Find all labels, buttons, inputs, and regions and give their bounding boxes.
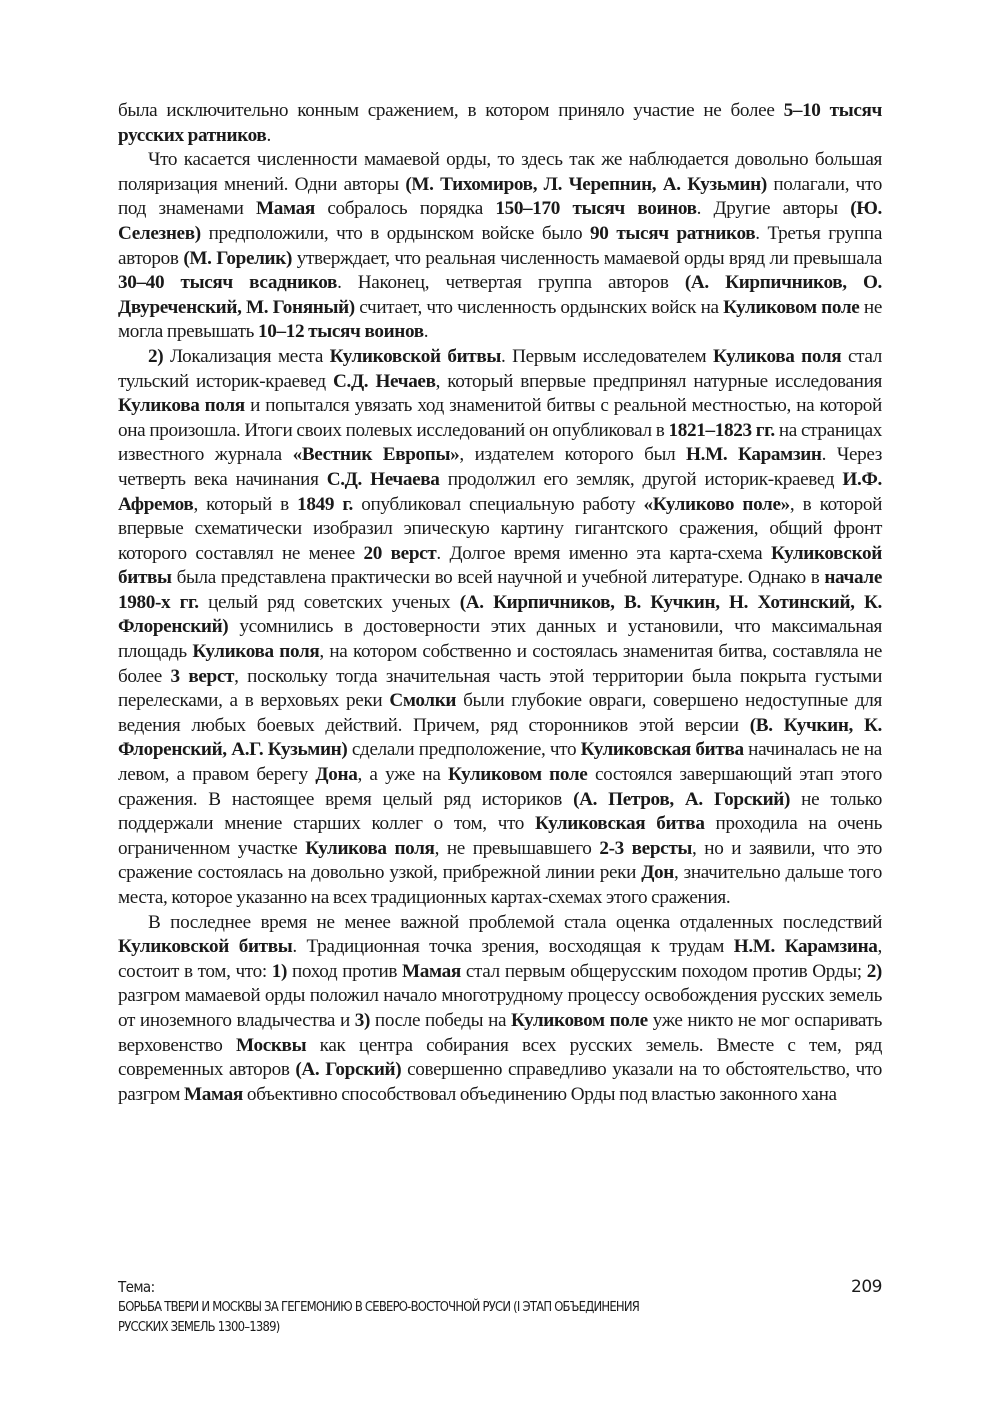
bold-text-run: Мамая <box>402 960 461 982</box>
bold-text-run: 1849 г. <box>297 493 353 515</box>
bold-text-run: Н.М. Карамзин <box>686 444 822 466</box>
text-run: , издателем которого был <box>459 444 687 466</box>
text-run: Локализация места <box>163 345 330 367</box>
bold-text-run: (Ю. Селезнев) <box>118 198 882 244</box>
text-run: . Долгое время именно эта карта-схема <box>436 542 771 564</box>
bold-text-run: 3 верст <box>170 665 235 687</box>
bold-text-run: 20 верст <box>363 542 437 564</box>
text-run: разгром мамаевой орды положил начало многотрудному процессу освобождения русских земель от иноземного владычества и <box>118 985 882 1031</box>
text-run: . Традиционная точка зрения, восходящая к трудам <box>292 936 734 958</box>
paragraph <box>118 911 882 1108</box>
text-run: . Другие авторы <box>696 198 851 220</box>
text-run: В последнее время не менее важной проблемой стала оценка отдаленных последствий <box>148 911 882 933</box>
bold-text-run: 150–170 тысяч воинов <box>495 198 697 220</box>
bold-text-run: Дон <box>641 862 674 884</box>
page-footer <box>118 1277 882 1337</box>
bold-text-run: (М. Тихомиров, Л. Черепнин, А. Кузьмин) <box>405 173 767 195</box>
text-run: . Через четверть века начинания <box>118 444 882 490</box>
text-run: , в которой впервые схематически изобразил эпическую картину гигантского сражения, общий фронт которого составлял не менее <box>118 493 882 564</box>
bold-text-run: С.Д. Нечаева <box>326 468 440 490</box>
text-run: утверждает, что реальная численность мамаевой орды вряд ли превышала <box>292 247 882 269</box>
text-run: были глубокие овраги, совершено недоступные для ведения любых боевых действий. Причем, ряд сторонников этой версии <box>118 690 882 736</box>
bold-text-run: (А. Петров, А. Горский) <box>573 788 791 810</box>
bold-text-run: (М. Горелик) <box>183 247 293 269</box>
bold-text-run: «Куликово поле» <box>643 493 790 515</box>
text-run: стал первым общерусским походом против Орды; <box>460 960 867 982</box>
text-run: уже никто не мог оспаривать верховенство <box>118 1009 882 1056</box>
bold-text-run: Куликовом поле <box>723 296 860 318</box>
bold-text-run: Куликовом поле <box>511 1009 648 1031</box>
text-run: после победы на <box>370 1009 512 1031</box>
bold-text-run: Мамая <box>184 1083 243 1105</box>
bold-text-run: начале 1980-х гг. <box>118 567 882 613</box>
bold-text-run: 1) <box>271 960 288 982</box>
paragraph <box>118 148 882 345</box>
footer-topic-line: РУССКИХ ЗЕМЕЛЬ 1300–1389) <box>118 1319 280 1335</box>
text-run: опубликовал специальную работу <box>352 493 644 515</box>
text-run: не только поддержали мнение старших коллег о том, что <box>118 788 882 835</box>
footer-topic-title <box>118 1297 651 1337</box>
bold-text-run: Куликовская битва <box>580 739 744 761</box>
footer-topic-label: Тема: <box>118 1278 155 1296</box>
bold-text-run: 2-3 версты <box>599 837 693 859</box>
text-run: . <box>423 321 429 343</box>
text-run: , поскольку тогда значительная часть этой территории была покрыта густыми перелесками, а в верховьях реки <box>118 665 882 712</box>
bold-text-run: Куликова поля <box>118 395 245 417</box>
page-body-text <box>118 99 882 1107</box>
bold-text-run: Смолки <box>389 690 457 712</box>
bold-text-run: Дона <box>315 764 358 786</box>
bold-text-run: Н.М. Карамзина <box>733 936 878 958</box>
page-number: 209 <box>851 1277 882 1297</box>
text-run: как центра собирания всех русских земель. Вместе с тем, ряд современных авторов <box>118 1034 882 1081</box>
text-run: . Наконец, четвертая группа авторов <box>337 272 685 294</box>
bold-text-run: 10–12 тысяч воинов <box>257 321 424 343</box>
bold-text-run: (А. Кирпичников, В. Кучкин, Н. Хотинский, К. Флоренский) <box>118 591 882 638</box>
bold-text-run: Куликова поля <box>713 345 842 367</box>
text-run: . Третья группа авторов <box>118 222 882 269</box>
bold-text-run: «Вестник Европы» <box>292 444 460 466</box>
bold-text-run: Куликовской битвы <box>329 345 502 367</box>
text-run: продолжил его земляк, другой историк-краевед <box>439 468 843 490</box>
text-run: , который впервые предпринял натурные исследования <box>435 370 882 392</box>
text-run: стал тульский историк-краевед <box>118 345 882 392</box>
bold-text-run: Мамая <box>256 198 315 220</box>
bold-text-run: С.Д. Нечаев <box>332 370 436 392</box>
text-run: Что касается численности мамаевой орды, то здесь так же наблюдается довольно большая поляризация мнений. Одни авторы <box>118 149 882 195</box>
text-run: усомнились в достоверности этих данных и установили, что максимальная площадь <box>118 616 882 663</box>
bold-text-run: 5–10 тысяч русских ратников <box>118 100 883 146</box>
text-run: , на котором собственно и состоялась знаменитая битва, составляла не более <box>118 641 882 687</box>
text-run: проходила на очень ограниченном участке <box>118 813 882 859</box>
text-run: собралось порядка <box>314 198 496 220</box>
text-run: на страницах известного журнала <box>118 419 882 466</box>
text-run: предположили, что в ордынском войске было <box>200 222 591 244</box>
bold-text-run: 2) <box>866 960 882 982</box>
text-run: целый ряд советских ученых <box>198 591 460 613</box>
bold-text-run: (А. Горский) <box>295 1059 402 1081</box>
text-run: , который в <box>193 493 298 515</box>
bold-text-run: 2) <box>148 345 164 367</box>
bold-text-run: (А. Кирпичников, О. Двуреченский, М. Гоняный) <box>118 272 883 318</box>
text-run: считает, что численность ордынских войск на <box>354 296 724 318</box>
text-run: поход против <box>287 960 403 982</box>
bold-text-run: Куликовская битва <box>535 813 705 835</box>
bold-text-run: Москвы <box>235 1034 307 1056</box>
text-run: . <box>266 124 271 146</box>
text-run: сделали предположение, что <box>347 739 581 761</box>
bold-text-run: Куликова поля <box>192 641 320 663</box>
text-run: не могла превышать <box>118 296 882 343</box>
bold-text-run: Куликова поля <box>305 837 435 859</box>
text-run: полагали, что под знаменами <box>118 173 882 220</box>
text-run: совершенно справедливо указали на то обстоятельство, что разгром <box>118 1059 882 1105</box>
footer-topic-line: БОРЬБА ТВЕРИ И МОСКВЫ ЗА ГЕГЕМОНИЮ В СЕВЕРО-ВОСТОЧНОЙ РУСИ (I ЭТАП ОБЪЕДИНЕНИЯ <box>118 1299 640 1315</box>
bold-text-run: Куликовской битвы <box>118 936 293 958</box>
text-run: . Первым исследователем <box>501 345 714 367</box>
text-run: была представлена практически во всей научной и учебной литературе. Однако в <box>171 567 825 589</box>
text-run: была исключительно конным сражением, в котором приняло участие не более <box>118 100 784 121</box>
paragraph <box>118 99 882 148</box>
text-run: , не превышавшего <box>434 837 600 859</box>
text-run: объективно способствовал объединению Орды под властью законного хана <box>242 1083 837 1105</box>
bold-text-run: 1821–1823 гг. <box>668 419 775 441</box>
bold-text-run: 3) <box>354 1009 371 1031</box>
text-run: состоялся завершающий этап этого сражения. В настоящее время целый ряд историков <box>118 764 882 810</box>
bold-text-run: Куликовской битвы <box>118 542 882 589</box>
bold-text-run: Куликовом поле <box>448 764 588 786</box>
bold-text-run: И.Ф. Афремов <box>118 468 882 515</box>
paragraph <box>118 345 882 911</box>
bold-text-run: 30–40 тысяч всадников <box>118 272 338 294</box>
bold-text-run: (В. Кучкин, К. Флоренский, А.Г. Кузьмин) <box>118 714 882 761</box>
text-run: , состоит в том, что: <box>118 936 882 982</box>
text-run: и попытался увязать ход знаменитой битвы с реальной местностью, на которой она произошла. Итоги своих полевых исследований он опубликовал в <box>118 395 882 441</box>
bold-text-run: 90 тысяч ратников <box>590 222 756 244</box>
text-run: , а уже на <box>357 764 448 786</box>
text-run: , значительно дальше того места, которое указанно на всех традиционных картах-схемах этого сражения. <box>118 862 882 908</box>
text-run: , но и заявили, что это сражение состоялась на довольно узкой, прибрежной линии реки <box>118 837 882 884</box>
text-run: начиналась не на левом, а правом берегу <box>118 739 882 786</box>
